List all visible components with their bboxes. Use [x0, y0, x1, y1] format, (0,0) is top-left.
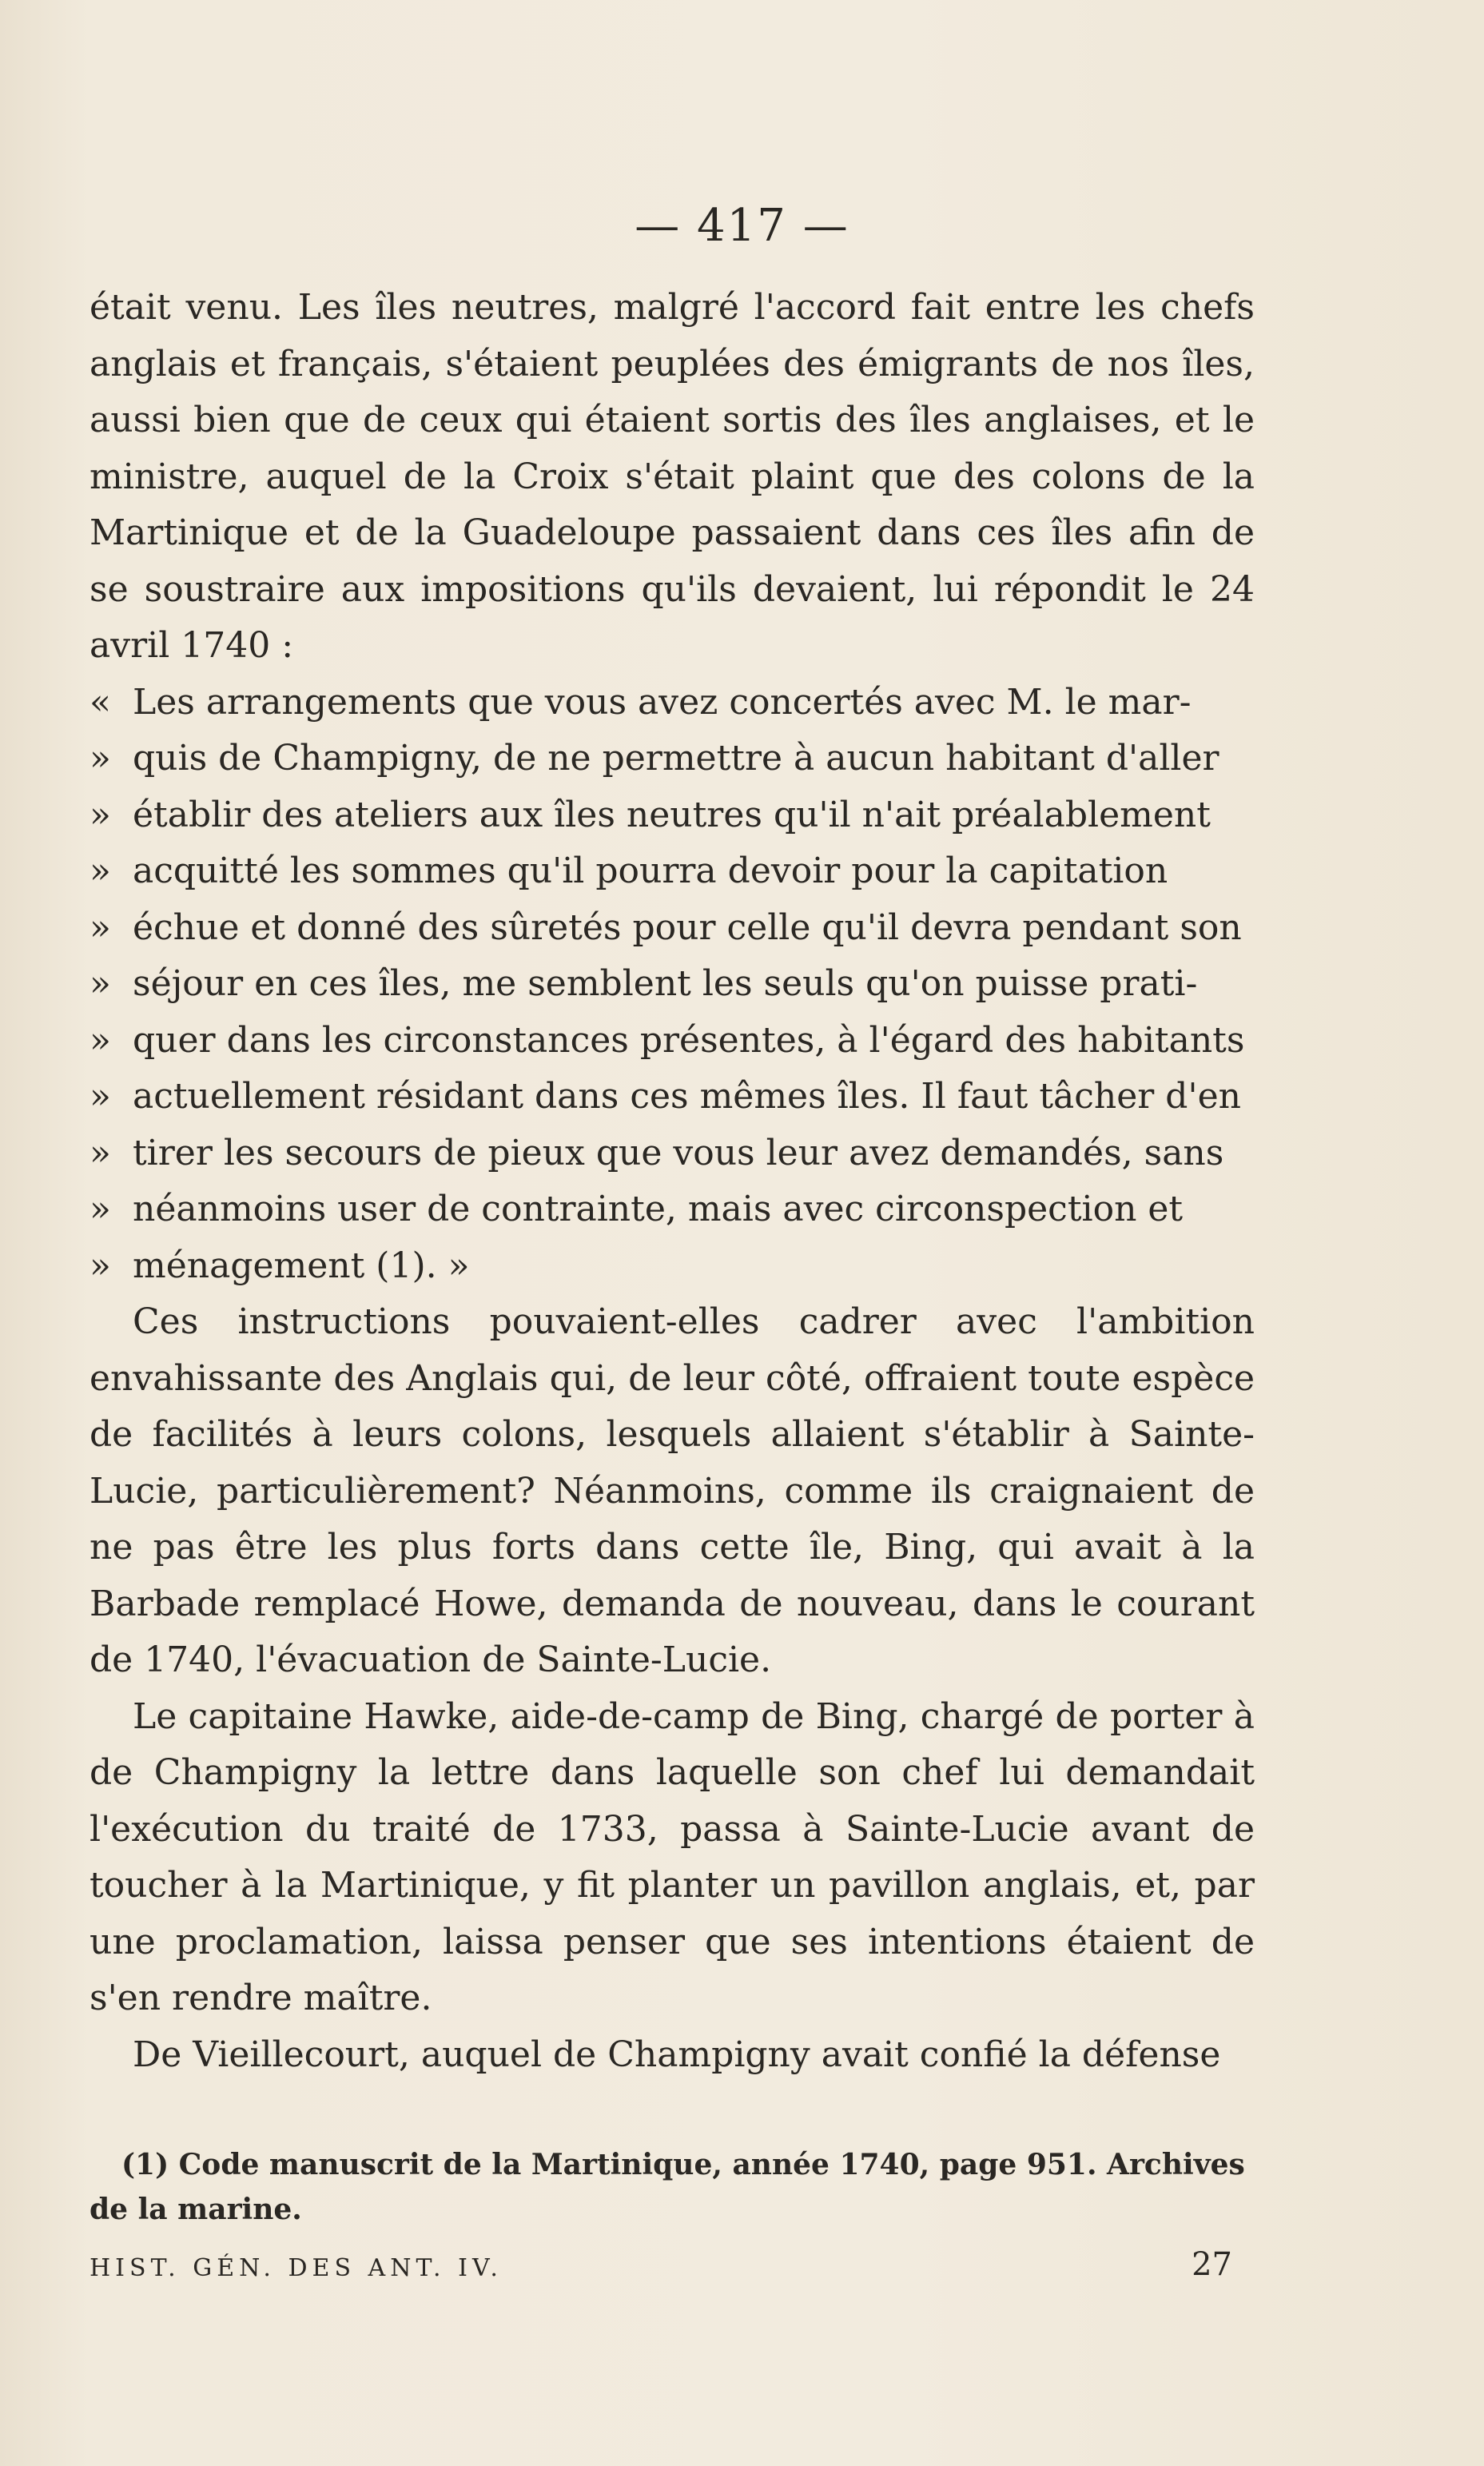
quote-line: » séjour en ces îles, me semblent les seuls qu'on puisse prati- [90, 956, 1255, 1013]
paragraph: De Vieillecourt, auquel de Champigny avait confié la défense [133, 2034, 1221, 2075]
signature-line: HIST. GÉN. DES ANT. IV. [90, 2254, 503, 2282]
page-number: — 417 — [635, 200, 849, 252]
quote-line: » établir des ateliers aux îles neutres qu'il n'ait préalablement [90, 787, 1255, 844]
quote-line: » néanmoins user de contrainte, mais avec circonspection et [90, 1181, 1255, 1238]
quote-line: « Les arrangements que vous avez concertés avec M. le mar- [90, 675, 1255, 731]
quote-line: » quer dans les circonstances présentes, à l'égard des habitants [90, 1013, 1255, 1070]
quote-line: » acquitté les sommes qu'il pourra devoir pour la capitation [90, 843, 1255, 900]
footnote-text: (1) Code manuscrit de la Martinique, année 1740, page 951. Archives de la marine. [90, 2148, 1245, 2226]
sheet-number: 27 [1192, 2246, 1232, 2283]
quote-line: » tirer les secours de pieux que vous leur avez demandés, sans [90, 1125, 1255, 1182]
paragraph: Le capitaine Hawke, aide-de-camp de Bing, chargé de porter à de Champigny la lettre dans laquelle son chef lui demandait l'exécution du traité de 1733, passa à Sainte-Lucie avant de toucher à la Martinique, y fit planter un pavillon anglais, et, par une proclamation, laissa penser que ses intentions étaient de s'en rendre maître. [90, 1695, 1255, 2018]
quote-line: » quis de Champigny, de ne permettre à aucun habitant d'aller [90, 731, 1255, 787]
paragraph: était venu. Les îles neutres, malgré l'accord fait entre les chefs anglais et français, s'étaient peuplées des émigrants de nos îles, aussi bien que de ceux qui étaient sortis des îles anglaises, et le ministre, auquel de la Croix s'était plaint que des colons de la Martinique et de la Guadeloupe passaient dans ces îles afin de se soustraire aux impositions qu'ils devaient, lui répondit le 24 avril 1740 : [90, 287, 1255, 666]
quote-line: » échue et donné des sûretés pour celle qu'il devra pendant son [90, 900, 1255, 957]
quotation [90, 675, 1255, 1295]
quote-line: » ménagement (1). » [90, 1238, 1255, 1295]
quote-line: » actuellement résidant dans ces mêmes îles. Il faut tâcher d'en [90, 1069, 1255, 1125]
footnote [90, 2142, 1255, 2232]
body-text [90, 280, 1255, 2083]
paragraph: Ces instructions pouvaient-elles cadrer avec l'ambition envahissante des Anglais qui, de leur côté, offraient toute espèce de facilités à leurs colons, lesquels allaient s'établir à Sainte-Lucie, particulièrement? Néanmoins, comme ils craignaient de ne pas être les plus forts dans cette île, Bing, qui avait à la Barbade remplacé Howe, demanda de nouveau, dans le courant de 1740, l'évacuation de Sainte-Lucie. [90, 1301, 1255, 1680]
